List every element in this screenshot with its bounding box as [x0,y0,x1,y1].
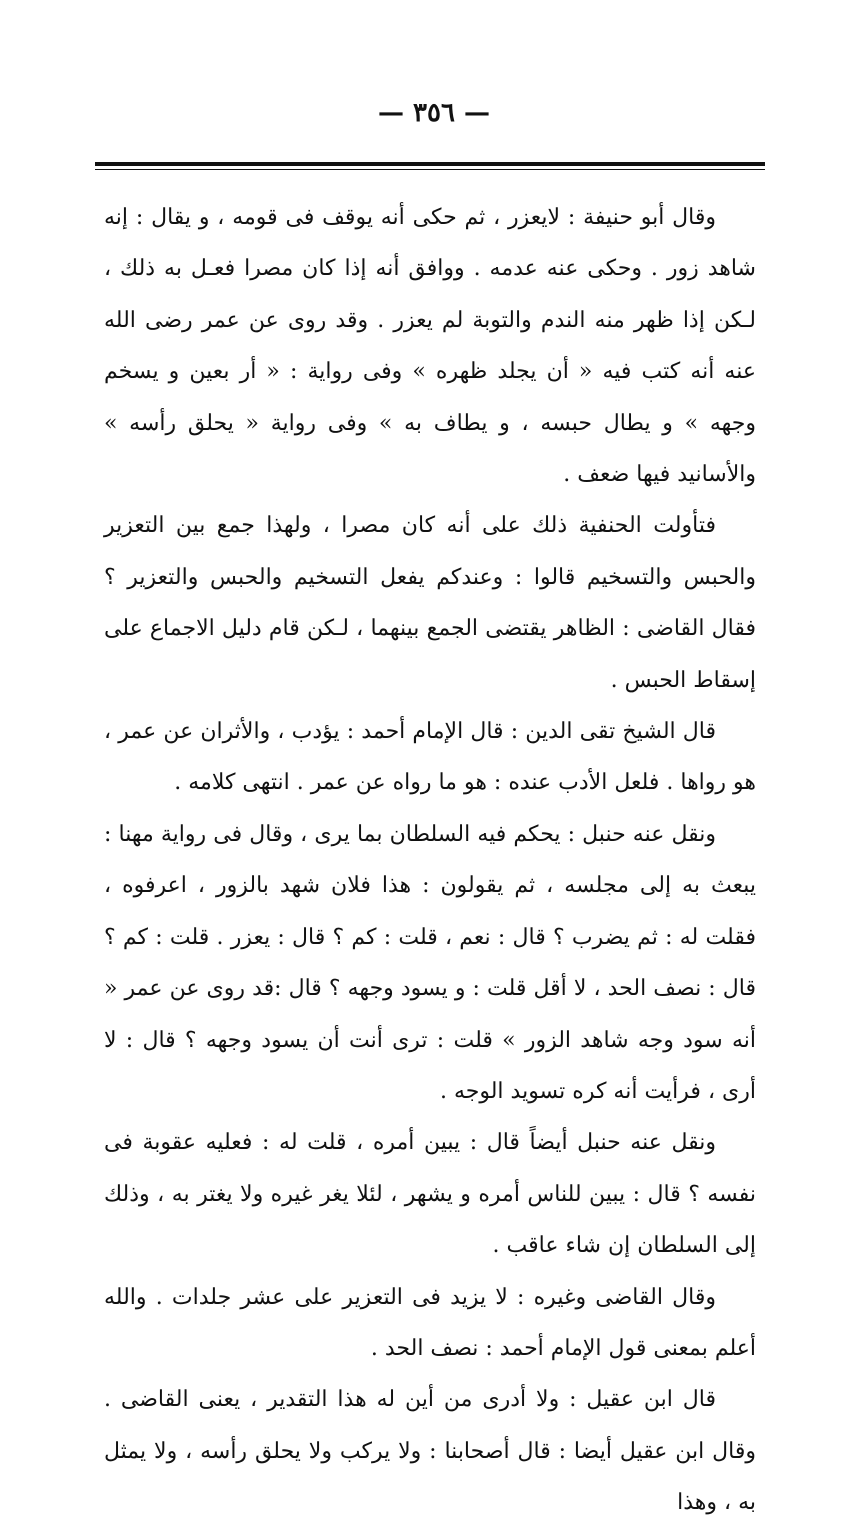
page-number: — ٣٥٦ — [377,98,491,128]
paragraph-7: قال ابن عقيل : ولا أدرى من أين له هذا التقدير ، يعنى القاضى . وقال ابن عقيل أيضا : قال أصحابنا : ولا يركب ولا يحلق رأسه ، ولا يمثل به ، وهذا [104,1387,756,1516]
paragraph-2: فتأولت الحنفية ذلك على أنه كان مصرا ، ولهذا جمع بين التعزير والحبس والتسخيم قالوا : وعندكم يفعل التسخيم والحبس والتعزير ؟ فقال القاضى : الظاهر يقتضى الجمع بينهما ، لـكن قام دليل الاجماع على إسقاط الحبس . [104,513,756,693]
body-text [104,192,756,1529]
header-rule-thick [95,162,765,166]
paragraph-1: وقال أبو حنيفة : لايعزر ، ثم حكى أنه يوقف فى قومه ، و يقال : إنه شاهد زور . وحكى عنه عدمه . ووافق أنه إذا كان مصرا فعـل به ذلك ، لـكن إذا ظهر منه الندم والتوبة لم يعزر . وقد روى عن عمر رضى الله عنه أنه كتب فيه « أن يجلد ظهره » وفى رواية : « أر بعين و يسخم وجهه » و يطال حبسه ، و يطاف به » وفى رواية « يحلق رأسه » والأسانيد فيها ضعف . [104,205,756,488]
paragraph-5: ونقل عنه حنبل أيضاً قال : يبين أمره ، قلت له : فعليه عقوبة فى نفسه ؟ قال : يبين للناس أمره و يشهر ، لئلا يغر غيره ولا يغتر به ، وذلك إلى السلطان إن شاء عاقب . [104,1130,756,1259]
paragraph-3: قال الشيخ تقى الدين : قال الإمام أحمد : يؤدب ، والأثران عن عمر ، هو رواها . فلعل الأدب عنده : هو ما رواه عن عمر . انتهى كلامه . [104,719,756,796]
header-rule-thin [95,169,765,170]
paragraph-6: وقال القاضى وغيره : لا يزيد فى التعزير على عشر جلدات . والله أعلم بمعنى قول الإمام أحمد : نصف الحد . [104,1284,756,1361]
paragraph-4: ونقل عنه حنبل : يحكم فيه السلطان بما يرى ، وقال فى رواية مهنا : يبعث به إلى مجلسه ، ثم يقولون : هذا فلان شهد بالزور ، اعرفوه ، فقلت له : ثم يضرب ؟ قال : نعم ، قلت : كم ؟ قال : يعزر . قلت : كم ؟ قال : نصف الحد ، لا أقل قلت : و يسود وجهه ؟ قال :قد روى عن عمر « أنه سود وجه شاهد الزور » قلت : ترى أنت أن يسود وجهه ؟ قال : لا أرى ، فرأيت أنه كره تسويد الوجه . [104,821,756,1104]
